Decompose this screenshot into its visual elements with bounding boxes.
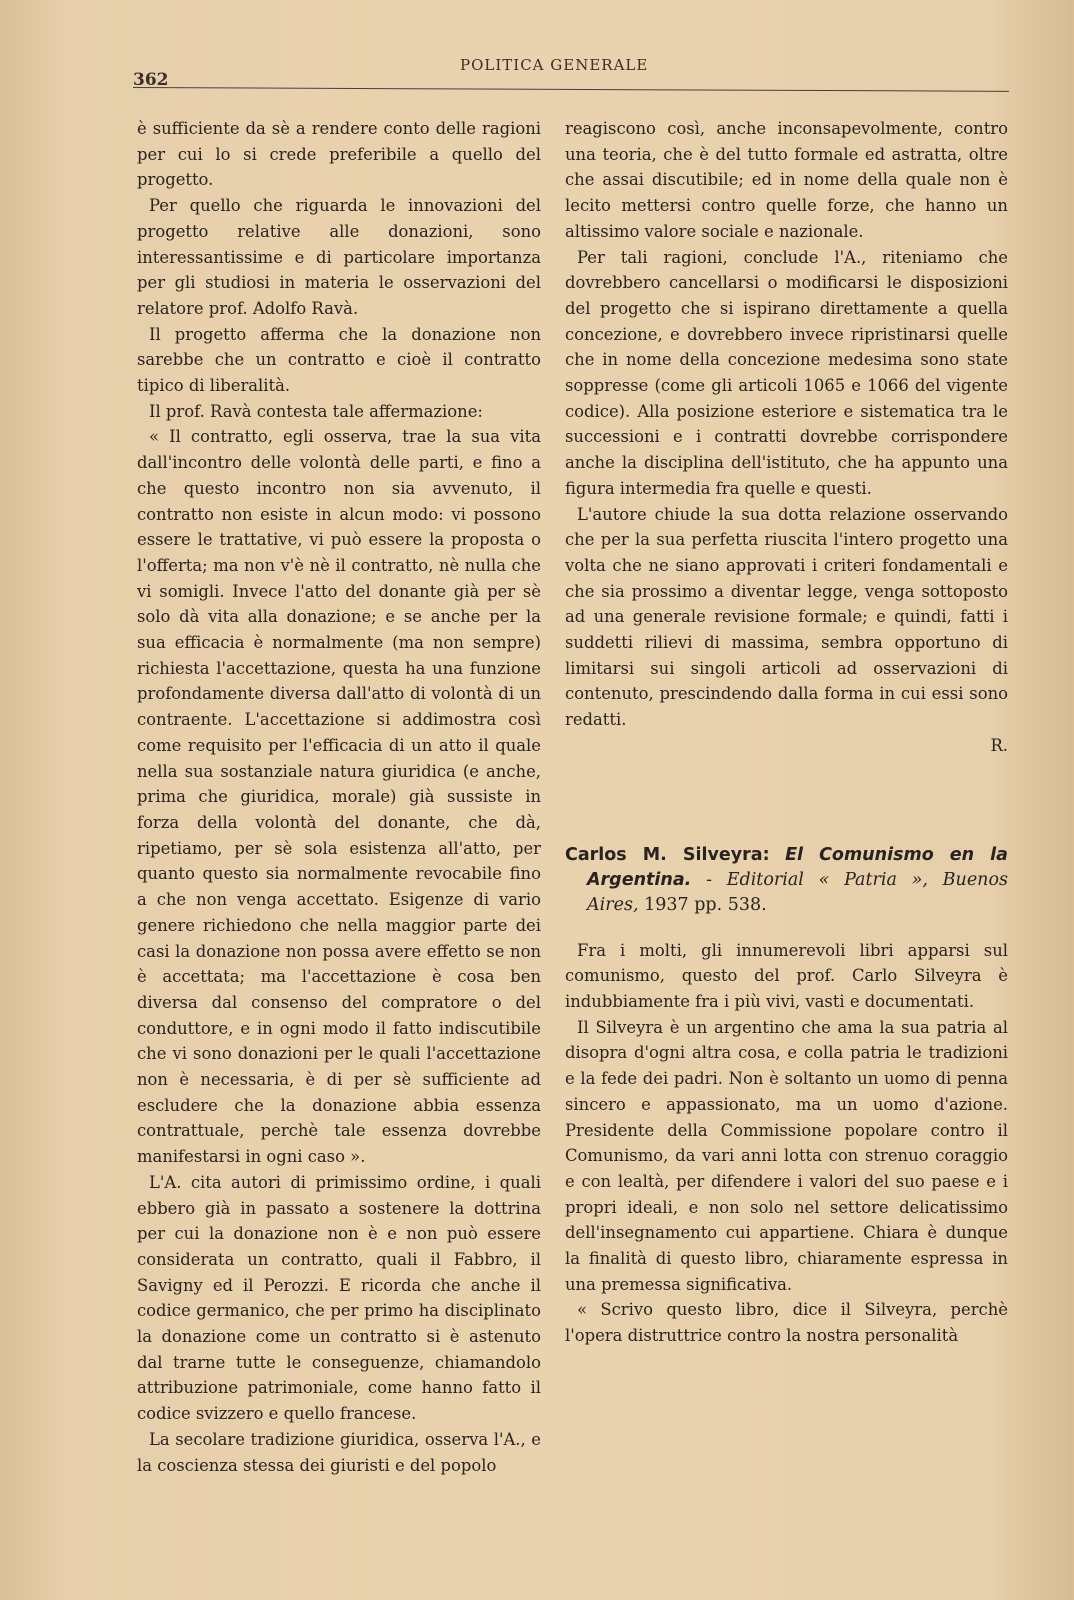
- page-number: 362: [133, 70, 169, 90]
- paragraph: L'autore chiude la sua dotta relazione osservando che per la sua perfetta riuscita l'intero progetto una volta che ne siano approvati i criteri fondamentali e che sia prossimo a diventar legge, venga sottoposto ad una generale revisione formale; e quindi, fatti i suddetti rilievi di massima, sembra opportuno di limitarsi sui singoli articoli ad osservazioni di contenuto, prescindendo dalla forma in cui essi sono redatti.: [565, 504, 1008, 730]
- review-separator: -: [706, 869, 712, 890]
- left-column: [137, 116, 541, 1478]
- paragraph: Il Silveyra è un argentino che ama la sua patria al disopra d'ogni altra cosa, e colla patria le tradizioni e la fede dei padri. Non è soltanto un uomo di penna sincero e appassionato, ma un uomo d'azione. Presidente della Commissione popolare contro il Comunismo, da vari anni lotta con strenuo coraggio e con lealtà, per difendere i valori del suo paese e i propri ideali, e non solo nel settore delicatissimo dell'insegnamento cui appartiene. Chiara è dunque la finalità di questo libro, chiaramente espressa in una premessa significativa.: [565, 1017, 1008, 1294]
- quotation-paragraph: « Il contratto, egli osserva, trae la sua vita dall'incontro delle volontà delle parti, e fino a che questo incontro non sia avvenuto, il contratto non esiste in alcun modo: vi possono essere le trattative, vi può essere la proposta o l'offerta; ma non v'è nè il contratto, nè nulla che vi somigli. Invece l'atto del donante già per sè solo dà vita alla donazione; e se anche per la sua efficacia è normalmente (ma non sempre) richiesta l'accettazione, questa ha una funzione profondamente diversa dall'atto di volontà di un contraente. L'accettazione si addimostra così come requisito per l'efficacia di un atto il quale nella sua sostanziale natura giuridica (e anche, prima che giuridica, morale) già sussiste in forza della volontà del donante, che dà, ripetiamo, per sè sola esistenza all'atto, per quanto questo sia normalmente revocabile fino a che non venga accettato. Esigenze di vario genere richiedono che nella maggior parte dei casi la donazione non possa avere effetto se non è accettata; ma l'accettazione è cosa ben diversa dal consenso del compratore o del conduttore, e in ogni modo il fatto indiscutibile che vi sono donazioni per le quali l'accettazione non è necessaria, è di per sè sufficiente ad escludere che la donazione abbia essenza contrattuale, perchè tale essenza dovrebbe manifestarsi in ogni caso ».: [137, 427, 541, 1167]
- paragraph: Fra i molti, gli innumerevoli libri apparsi sul comunismo, questo del prof. Carlo Silveyra è indubbiamente fra i più vivi, vasti e documentati.: [565, 940, 1008, 1011]
- reviewer-signature: R.: [990, 735, 1008, 755]
- review-year-pages: 1937 pp. 538.: [644, 894, 767, 915]
- paragraph: Il prof. Ravà contesta tale affermazione:: [149, 401, 483, 421]
- review-publisher: Editorial « Patria », Buenos Aires,: [587, 869, 1008, 915]
- paragraph: è sufficiente da sè a rendere conto delle ragioni per cui lo si crede preferibile a quello del progetto.: [137, 119, 541, 190]
- paragraph: Per quello che riguarda le innovazioni del progetto relative alle donazioni, sono interessantissime e di particolare importanza per gli studiosi in materia le osservazioni del relatore prof. Adolfo Ravà.: [137, 196, 541, 318]
- quotation-paragraph: « Scrivo questo libro, dice il Silveyra, perchè l'opera distruttrice contro la nostra personalità: [565, 1300, 1008, 1346]
- review-heading: [565, 843, 1008, 918]
- paragraph: L'A. cita autori di primissimo ordine, i quali ebbero già in passato a sostenere la dottrina per cui la donazione non è e non può essere considerata un contratto, quali il Fabbro, il Savigny ed il Perozzi. E ricorda che anche il codice germanico, che per primo ha disciplinato la donazione come un contratto si è astenuto dal trarne tutte le conseguenze, chiamandolo attribuzione patrimoniale, come hanno fatto il codice svizzero e quello francese.: [137, 1172, 541, 1424]
- paragraph: La secolare tradizione giuridica, osserva l'A., e la coscienza stessa dei giuristi e del popolo: [137, 1429, 541, 1475]
- right-column: [565, 116, 1008, 1349]
- review-book-title: El Comunismo en la Argentina.: [587, 844, 1008, 890]
- running-title: POLITICA GENERALE: [460, 56, 649, 74]
- paragraph: Per tali ragioni, conclude l'A., riteniamo che dovrebbero cancellarsi o modificarsi le disposizioni del progetto che si ispirano direttamente a quella concezione, e dovrebbero invece ripristinarsi quelle che in nome della concezione medesima sono state soppresse (come gli articoli 1065 e 1066 del vigente codice). Alla posizione esteriore e sistematica tra le successioni e i contratti dovrebbe corrispondere anche la disciplina dell'istituto, che ha appunto una figura intermedia fra quelle e questi.: [565, 247, 1008, 498]
- paragraph: reagiscono così, anche inconsapevolmente, contro una teoria, che è del tutto formale ed astratta, oltre che assai discutibile; ed in nome della quale non è lecito mettersi contro quelle forze, che hanno un altissimo valore sociale e nazionale.: [565, 119, 1008, 241]
- review-author: Carlos M. Silveyra:: [565, 844, 770, 865]
- header-rule: [133, 87, 1009, 92]
- paragraph: Il progetto afferma che la donazione non sarebbe che un contratto e cioè il contratto tipico di liberalità.: [137, 324, 541, 396]
